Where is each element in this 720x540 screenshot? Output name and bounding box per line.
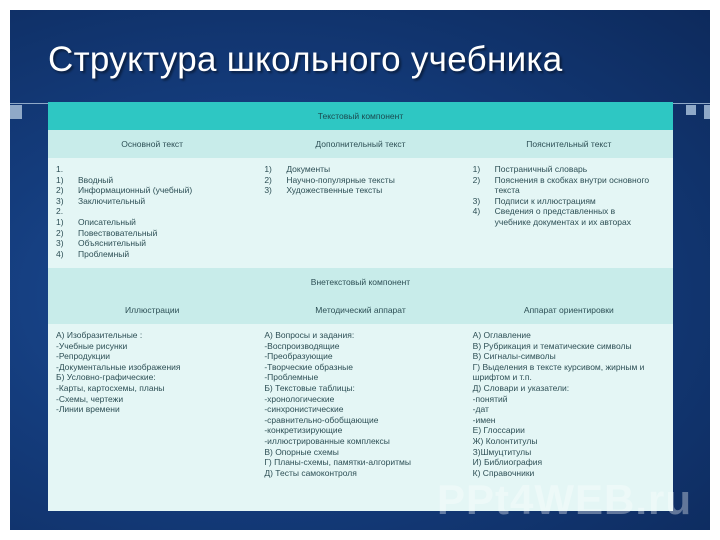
list-item: -Творческие образные [264,361,354,372]
structure-table [48,102,673,511]
list-item: В) Сигналы-символы [472,351,556,362]
explanatory-text-list [465,158,673,268]
list-item: -Учебные рисунки [56,340,128,351]
column-headers-2 [48,296,673,324]
watermark-logo: PPt4WEB.ru [436,476,692,523]
list-item: -конкретизирующие [264,425,343,436]
slide-title: Структура школьного учебника [48,40,563,79]
list-item: -хронологические [264,393,335,404]
list-item: 1) Документы [264,164,331,174]
list-item: Е) Глоссарии [472,425,525,436]
list-item: текста [494,185,520,196]
list-item: Б) Текстовые таблицы: [264,382,355,393]
list-item: 2. [56,206,64,217]
list-item: 3) Художественные тексты [264,185,383,196]
illustrations-list [48,324,256,511]
list-item: -Преобразующие [264,351,333,362]
list-item: Д) Словари и указатели: [472,382,570,393]
list-item: И) Библиография [472,457,543,468]
column-header: Основной текст [121,139,184,149]
column-headers-1 [48,130,673,158]
list-item: А) Оглавление [472,330,531,340]
list-item: Г) Планы-схемы, памятки-алгоритмы [264,457,411,468]
slide [10,10,710,530]
list-item: 1) Вводный [56,174,114,185]
section-header-nontext-component: Внетекстовый компонент [48,268,673,296]
list-item: -сравнительно-обобщающие [264,414,379,425]
list-item: -имен [472,414,496,425]
list-item: -Карты, картосхемы, планы [56,382,165,393]
column-header: Аппарат ориентировки [523,305,614,315]
list-item: 3) Подписи к иллюстрациям [472,195,596,206]
methodical-apparatus-list [256,324,464,511]
list-item: Д) Тесты самоконтроля [264,467,357,478]
list-item: 3) Объяснительный [56,238,146,249]
list-item: Б) Условно-графические: [56,372,156,383]
column-header: Дополнительный текст [315,139,406,149]
list-item: -иллюстрированные комплексы [264,435,390,446]
list-item: 2) Повествовательный [56,227,158,238]
list-item: -Документальные изображения [56,361,181,372]
list-item: -Схемы, чертежи [56,393,124,404]
list-item: -Проблемные [264,372,319,383]
section-header-text-component: Текстовый компонент [48,102,673,130]
list-item: 2) Пояснения в скобках внутри основного [472,174,650,185]
table-row [48,158,673,268]
list-item: К) Справочники [472,467,535,478]
list-item: 1) Постраничный словарь [472,164,588,174]
additional-text-list [256,158,464,268]
list-item: учебнике документах и их авторах [494,216,631,227]
list-item: -Линии времени [56,404,120,415]
decor-square [704,105,710,119]
list-item: -Репродукции [56,351,111,362]
decor-square [10,105,22,119]
list-item: 3) Заключительный [56,195,146,206]
list-item: -понятий [472,393,508,404]
list-item: 2) Научно-популярные тексты [264,174,395,185]
list-item: В) Рубрикация и тематические символы [472,340,632,351]
list-item: 4) Проблемный [56,248,130,259]
list-item: А) Изобразительные : [56,330,143,340]
list-item: Г) Выделения в тексте курсивом, жирным и [472,361,645,372]
column-header: Методический аппарат [315,305,406,315]
list-item: З)Шмуцтитулы [472,446,532,457]
list-item: А) Вопросы и задания: [264,330,355,340]
column-header: Иллюстрации [124,305,180,315]
list-item: В) Опорные схемы [264,446,339,457]
list-item: -Воспроизводящие [264,340,340,351]
list-item: 1) Описательный [56,216,136,227]
list-item: 1. [56,164,64,174]
list-item: -дат [472,404,489,415]
decor-square [686,105,696,115]
list-item: 4) Сведения о представленных в [472,206,616,217]
list-item: -синхронистические [264,404,344,415]
list-item: Ж) Колонтитулы [472,435,538,446]
column-header: Пояснительный текст [526,139,612,149]
list-item: 2) Информационный (учебный) [56,185,193,196]
main-text-list [48,158,256,268]
list-item: шрифтом и т.п. [472,372,532,383]
